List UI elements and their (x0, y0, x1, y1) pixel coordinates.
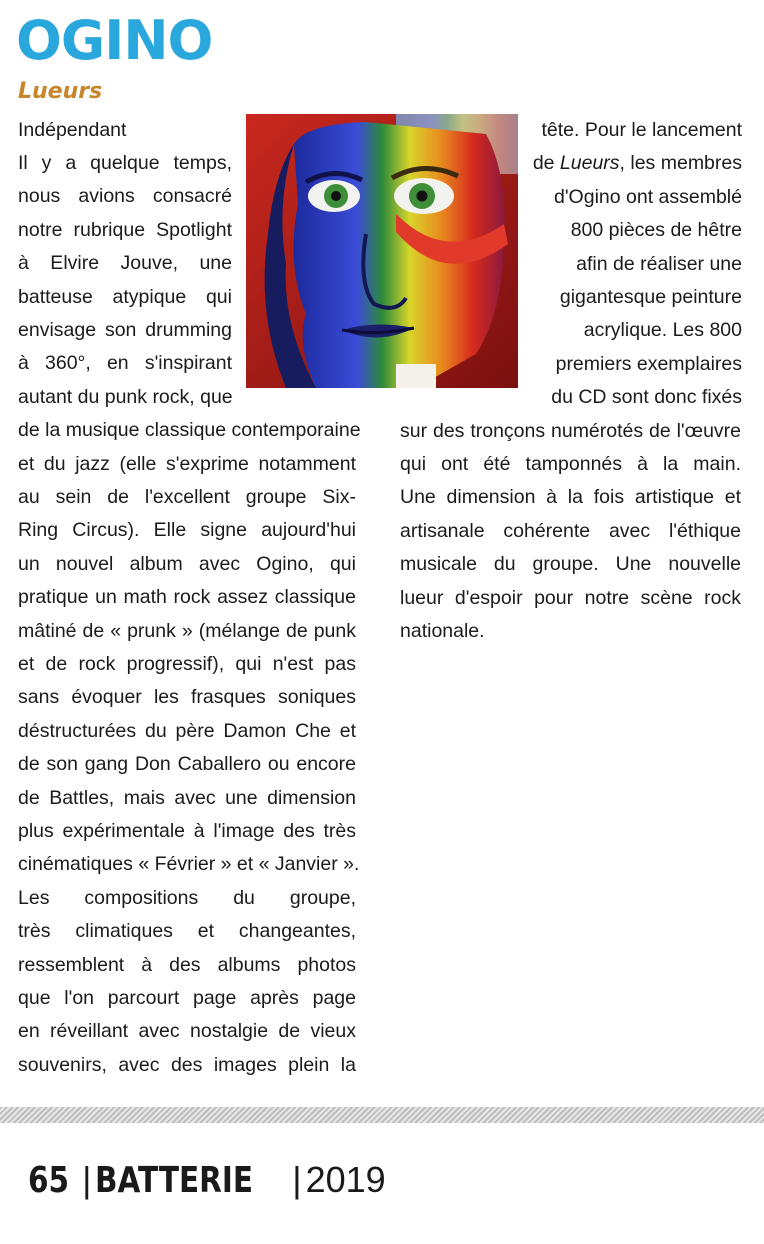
article-text-line: qui ont été tamponnés à la main. (400, 453, 741, 475)
article-text-line: notre rubrique Spotlight (18, 218, 232, 241)
article-text-line: acrylique. Les 800 (583, 319, 742, 342)
article-text-line: ressemblent à des albums photos (18, 953, 356, 976)
article-text-line: à Elvire Jouve, une (18, 252, 232, 275)
article-text-line: nationale. (400, 620, 485, 642)
article-text-line: sur des tronçons numérotés de l'œuvre (400, 419, 741, 442)
article-text-line: Ring Circus). Elle signe aujourd'hui (18, 519, 356, 542)
article-text-line: au sein de l'excellent groupe Six- (18, 486, 356, 508)
article-text-line: sans évoquer les frasques soniques (18, 686, 356, 709)
article-text-line: musicale du groupe. Une nouvelle (400, 553, 741, 576)
article-text-line: batteuse atypique qui (18, 285, 232, 308)
record-label: Indépendant (18, 119, 127, 141)
article-text-line: tête. Pour le lancement (541, 119, 742, 141)
article-text-line: de Battles, mais avec une dimension (18, 786, 356, 809)
article-text-line: Il y a quelque temps, (18, 152, 232, 174)
article-text-line: très climatiques et changeantes, (18, 920, 356, 943)
article-text-line: et du jazz (elle s'exprime notamment (18, 452, 356, 475)
article-text-line: Une dimension à la fois artistique et (400, 486, 741, 509)
article-text-line: mâtiné de « prunk » (mélange de punk (18, 619, 356, 642)
footer-separator: | (292, 1159, 302, 1200)
article-text-line: afin de réaliser une (576, 252, 742, 275)
album-title-inline: Lueurs (559, 152, 620, 175)
article-text-line: autant du punk rock, que (18, 385, 233, 408)
article-text-line: premiers exemplaires (555, 352, 742, 375)
article-text-line: de Lueurs, les membres (532, 152, 742, 175)
article-text-line: du CD sont donc fixés (551, 386, 742, 409)
article-text-line: à 360°, en s'inspirant (18, 352, 232, 375)
article-text-line: 800 pièces de hêtre (570, 219, 742, 242)
article-text-line: Les compositions du groupe, (18, 886, 356, 909)
article-text-line: de la musique classique contemporaine (18, 419, 361, 442)
magazine-name: BATTERIE (95, 1160, 254, 1201)
article-text-line: envisage son drumming (18, 319, 232, 341)
article-text-line: et de rock progressif), qui n'est pas (18, 653, 356, 675)
page-number: 65 (28, 1160, 70, 1201)
footer-divider (0, 1107, 764, 1123)
article-text-line: d'Ogino ont assemblé (553, 185, 742, 208)
issue-year: 2019 (305, 1159, 386, 1200)
article-text-line: lueur d'espoir pour notre scène rock (400, 586, 741, 609)
album-title: Lueurs (18, 79, 103, 104)
article-text-line: un nouvel album avec Ogino, qui (18, 552, 356, 575)
article-text-line: souvenirs, avec des images plein la (18, 1053, 356, 1076)
article-text-line: pratique un math rock assez classique (18, 586, 356, 609)
article-text-line: plus expérimentale à l'image des très (18, 820, 356, 842)
article-text-line: déstructurées du père Damon Che et (18, 719, 356, 742)
article-text-line: en réveillant avec nostalgie de vieux (18, 1020, 356, 1043)
page-footer (28, 1158, 386, 1202)
article-text-line: artisanale cohérente avec l'éthique (400, 519, 741, 542)
footer-separator: | (82, 1159, 92, 1200)
article-text-line: de son gang Don Caballero ou encore (18, 753, 356, 776)
article-text-line: que l'on parcourt page après page (18, 987, 356, 1009)
album-cover-painting (246, 114, 518, 388)
album-cover-image (246, 114, 518, 388)
article-text-line: nous avions consacré (18, 185, 232, 208)
band-title: OGINO (16, 9, 213, 72)
article-text-line: gigantesque peinture (559, 286, 742, 308)
article-text-line: cinématiques « Février » et « Janvier ». (18, 853, 360, 876)
